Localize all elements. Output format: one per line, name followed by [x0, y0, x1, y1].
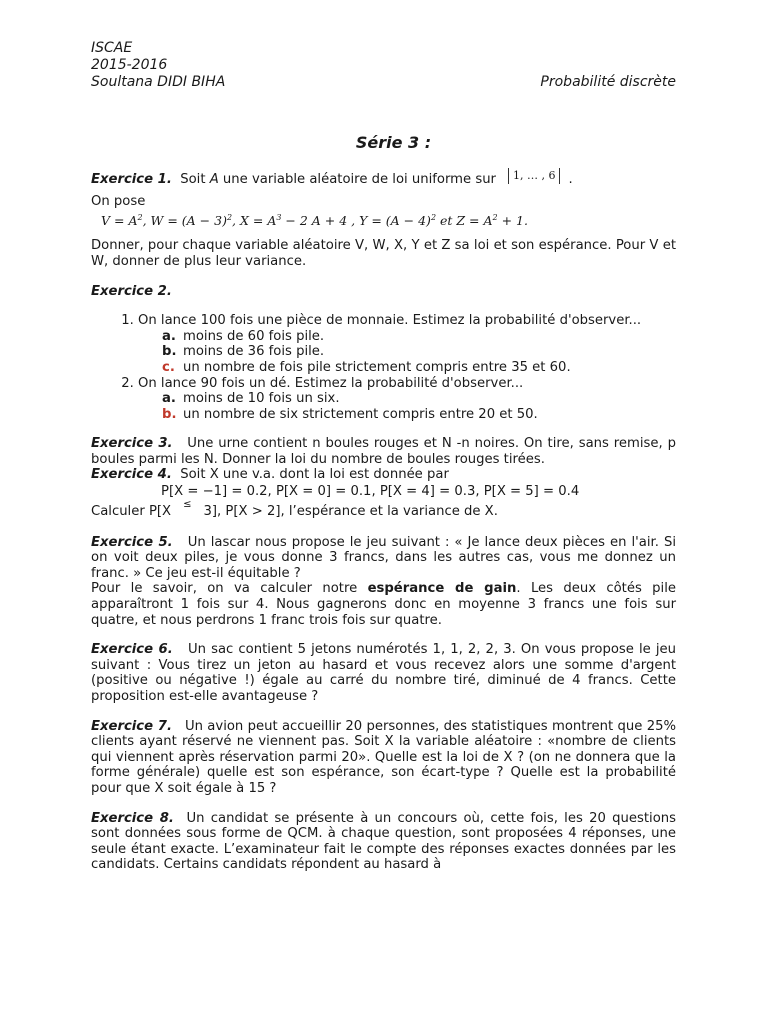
page-title: Série 3 : [355, 133, 432, 152]
exercise-5: Exercice 5. Un lascar nous propose le jeu suivant : « Je lance deux pièces en l'air. Si on voit deux piles, je vous donne 3 francs, dans les autres cas, vous me donnez un franc. » Ce jeu est-il équitable ? [91, 534, 676, 581]
header [91, 40, 676, 91]
exercise-4-label: Exercice 4. [91, 467, 172, 483]
exercise-5-label: Exercice 5. [91, 534, 173, 550]
exercise-8-label: Exercice 8. [91, 810, 174, 826]
exercise-4-question: Calculer P[X ≤ 3], P[X > 2], l’espérance et la variance de X. [91, 499, 498, 520]
exercise-2 [91, 284, 676, 300]
exercise-7-label: Exercice 7. [91, 718, 172, 734]
list-item: a. moins de 60 fois pile. [162, 328, 325, 344]
exercise-5-explanation: Pour le savoir, on va calculer notre espérance de gain. Les deux côtés pile apparaîtront 1 fois sur 4. Nous gagnerons donc en moyenne 3 francs une fois sur quatre, et nous perdrons 1 franc trois fois sur quatre. [91, 581, 676, 628]
header-subject: Probabilité discrète [540, 74, 676, 90]
document-page [91, 40, 676, 873]
header-author: Soultana DIDI BIHA [91, 74, 226, 90]
exercise-2-label: Exercice 2. [91, 283, 172, 299]
exercise-8: Exercice 8. Un candidat se présente à un concours où, cette fois, les 20 questions sont données sous forme de QCM. à chaque question, sont proposées 4 réponses, une seule étant exacte. L’examinateur fait le compte des réponses exactes données par les candidats. Certains candidats répondent au hasard à [91, 810, 677, 873]
header-year: 2015-2016 [91, 57, 168, 73]
list-item: c. un nombre de fois pile strictement compris entre 35 et 60. [162, 359, 571, 375]
uniform-set: 1, … , 6 [508, 168, 560, 184]
exercise-1-question: Donner, pour chaque variable aléatoire V, W, X, Y et Z sa loi et son espérance. Pour V et W, donner de plus leur variance. [91, 238, 676, 269]
list-item: a. moins de 10 fois un six. [162, 391, 340, 407]
exercise-4-law: P[X = −1] = 0.2, P[X = 0] = 0.1, P[X = 4] = 0.3, P[X = 5] = 0.4 [161, 484, 580, 500]
exercise-6: Exercice 6. Un sac contient 5 jetons numérotés 1, 1, 2, 2, 3. On vous propose le jeu suivant : Vous tirez un jeton au hasard et vous recevez alors une somme d'argent (positive ou négative !) égale au carré du nombre tiré, diminué de 4 francs. Cette proposition est-elle avantageuse ? [91, 642, 676, 704]
exercise-3-label: Exercice 3. [91, 436, 173, 452]
header-school: ISCAE [91, 40, 133, 56]
list-item: 2. On lance 90 fois un dé. Estimez la probabilité d'observer... a. moins de 10 fois un six. b. un nombre de six strictement compris entre 20 et 50. [138, 376, 676, 423]
exercise-2-list [91, 313, 676, 422]
exercise-7: Exercice 7. Un avion peut accueillir 20 personnes, des statistiques montrent que 25% clients ayant réservé ne viennent pas. Soit X la variable aléatoire : «nombre de clients qui viennent après réservation parmi 20». Quelle est la loi de X ? (on ne donnera que la forme générale) quelle est son espérance, son écart-type ? Quelle est la probabilité pour que X soit égale à 15 ? [91, 718, 676, 796]
exercise-1-formula: $V = A^2$, $W = (A - 3)^2$, $X = A^3 - 2$ A + 4 , $Y = (A - 4)^2$ et $Z = A^2 + 1$. [101, 213, 528, 229]
list-item: b. moins de 36 fois pile. [162, 344, 325, 360]
list-item: b. un nombre de six strictement compris entre 20 et 50. [162, 406, 538, 422]
exercise-1-label: Exercice 1. [91, 172, 172, 187]
exercise-4: Exercice 4. Soit X une v.a. dont la loi est donnée par [91, 467, 449, 483]
exercise-3: Exercice 3. Une urne contient n boules rouges et N -n noires. On tire, sans remise, p boules parmi les N. Donner la loi du nombre de boules rouges tirées. [91, 436, 676, 467]
list-item: 1. On lance 100 fois une pièce de monnaie. Estimez la probabilité d'observer... a. moins de 60 fois pile. b. moins de 36 fois pile. c. un nombre de fois pile strictement compris entre 35 et 60. [138, 313, 676, 375]
exercise-1: Exercice 1. Soit A une variable aléatoire de loi uniforme sur 1, … , 6 . [91, 169, 573, 187]
exercise-6-label: Exercice 6. [91, 642, 173, 658]
exercise-1-on-pose: On pose [91, 193, 146, 209]
